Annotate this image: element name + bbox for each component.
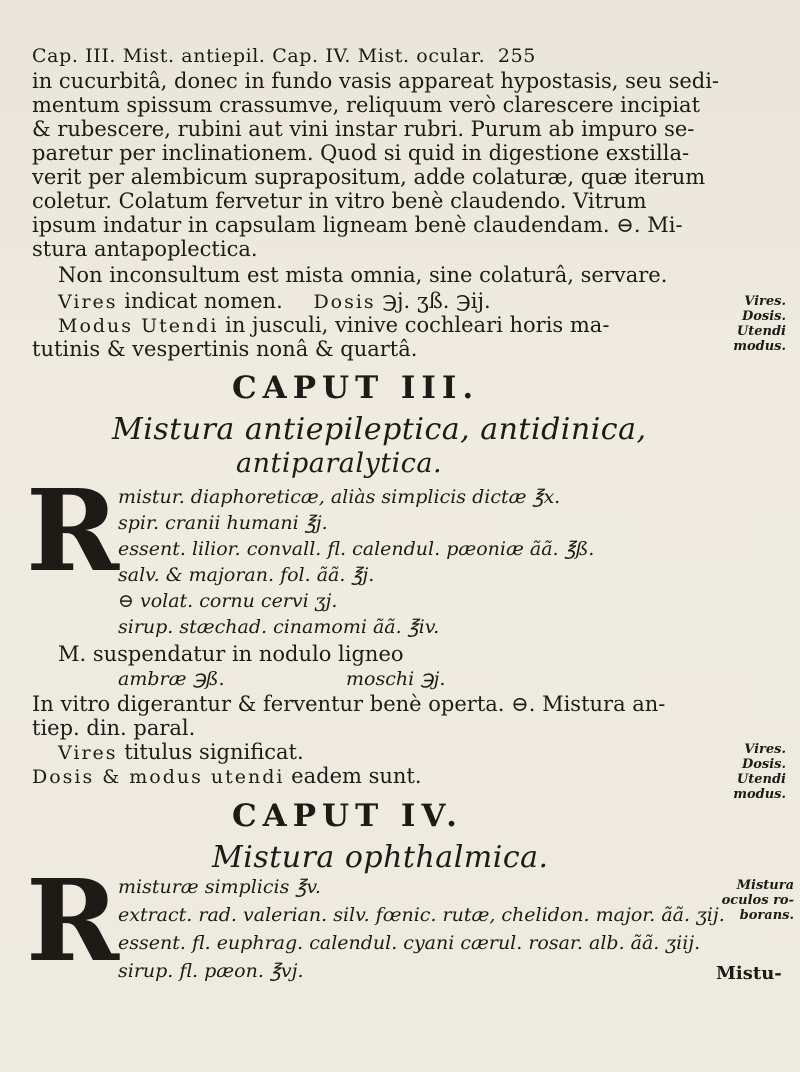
caput-3-text-1: In vitro digerantur & ferventur benè operta. ⊖. Mistura an- bbox=[32, 692, 666, 716]
margin-note-3 bbox=[702, 878, 794, 923]
margin-note-line: modus. bbox=[733, 339, 786, 354]
body-line-8: stura antapoplectica. bbox=[32, 237, 258, 261]
vires-label: Vires bbox=[58, 291, 118, 313]
dosis-text: eadem sunt. bbox=[291, 764, 422, 788]
caput-4-subtitle: Mistura ophthalmica. bbox=[212, 840, 549, 875]
recipe-initial-r: R bbox=[26, 466, 120, 597]
dosis-label: Dosis bbox=[313, 291, 376, 313]
recipe-line: essent. lilior. convall. fl. calendul. pæoniæ ãã. ℥ß. bbox=[118, 538, 595, 560]
recipe-line: sirup. stæchad. cinamomi ãã. ℥iv. bbox=[118, 616, 440, 638]
recipe-initial-r: R bbox=[26, 856, 120, 987]
margin-note-line: Vires. bbox=[744, 742, 786, 757]
recipe-line: sirup. fl. pæon. ℥vj. bbox=[118, 960, 304, 982]
body-line-5: verit per alembicum suprapositum, adde colaturæ, quæ iterum bbox=[32, 165, 706, 189]
caput-3-subtitle-2: antiparalytica. bbox=[236, 448, 443, 479]
recipe-line: salv. & majoran. fol. ãã. ℥j. bbox=[118, 564, 375, 586]
m-suspendatur-line: M. suspendatur in nodulo ligneo bbox=[58, 642, 404, 666]
caput-3-dosis-line bbox=[32, 764, 422, 789]
margin-note-line: modus. bbox=[733, 787, 786, 802]
body-line-6: coletur. Colatum fervetur in vitro benè claudendo. Vitrum bbox=[32, 189, 647, 213]
margin-note-line: Mistura bbox=[736, 878, 794, 893]
margin-note-line: borans. bbox=[739, 908, 794, 923]
running-title: Cap. III. Mist. antiepil. Cap. IV. Mist. ocular. bbox=[32, 45, 486, 67]
margin-note-line: Dosis. bbox=[741, 757, 786, 772]
caput-4-title: CAPUT IV. bbox=[232, 798, 463, 834]
ambra-line: ambræ ℈ß. bbox=[118, 668, 225, 690]
caput-3-subtitle-1: Mistura antiepileptica, antidinica, bbox=[112, 412, 647, 447]
caput-3-title: CAPUT III. bbox=[232, 370, 480, 406]
vires-line bbox=[58, 289, 491, 314]
page-number: 255 bbox=[497, 45, 536, 67]
moschi-line: moschi ℈j. bbox=[346, 668, 446, 690]
margin-note-line: Utendi bbox=[736, 772, 786, 787]
modus-label: Modus Utendi bbox=[58, 315, 219, 337]
margin-note-line: Utendi bbox=[736, 324, 786, 339]
modus-text: in jusculi, vinive cochleari horis ma- bbox=[225, 313, 610, 337]
body-line-1: in cucurbitâ, donec in fundo vasis appareat hypostasis, seu sedi- bbox=[32, 69, 720, 93]
body-line-4: paretur per inclinationem. Quod si quid in digestione exstilla- bbox=[32, 141, 690, 165]
body-line-3: & rubescere, rubini aut vini instar rubri. Purum ab impuro se- bbox=[32, 117, 695, 141]
caput-3-text-2: tiep. din. paral. bbox=[32, 716, 196, 740]
margin-note-2 bbox=[716, 742, 786, 802]
catchword: Mistu- bbox=[716, 963, 782, 984]
modus-line-2: tutinis & vespertinis nonâ & quartâ. bbox=[32, 337, 418, 361]
margin-note-line: Dosis. bbox=[741, 309, 786, 324]
margin-note-1 bbox=[716, 294, 786, 354]
modus-line bbox=[58, 313, 609, 338]
body-line-7: ipsum indatur in capsulam ligneam benè claudendam. ⊖. Mi- bbox=[32, 213, 683, 237]
recipe-line: ⊖ volat. cornu cervi ʒj. bbox=[118, 590, 338, 612]
recipe-line: mistur. diaphoreticæ, aliàs simplicis dictæ ℥x. bbox=[118, 486, 561, 508]
vires-label: Vires bbox=[58, 742, 118, 764]
margin-note-line: oculos ro- bbox=[721, 893, 794, 908]
body-line-9: Non inconsultum est mista omnia, sine colaturâ, servare. bbox=[58, 263, 668, 287]
dosis-text: ℈j. ʒß. ℈ij. bbox=[382, 289, 491, 313]
recipe-line: extract. rad. valerian. silv. fœnic. rutæ, chelidon. major. ãã. ʒij. bbox=[118, 904, 725, 926]
dosis-label: Dosis & modus utendi bbox=[32, 766, 285, 788]
recipe-line: essent. fl. euphrag. calendul. cyani cærul. rosar. alb. ãã. ʒiij. bbox=[118, 932, 701, 954]
vires-text: indicat nomen. bbox=[124, 289, 283, 313]
running-header bbox=[32, 44, 536, 68]
body-line-2: mentum spissum crassumve, reliquum verò clarescere incipiat bbox=[32, 93, 701, 117]
recipe-line: misturæ simplicis ℥v. bbox=[118, 876, 321, 898]
recipe-line: spir. cranii humani ℥j. bbox=[118, 512, 328, 534]
margin-note-line: Vires. bbox=[744, 294, 786, 309]
caput-3-vires-line bbox=[58, 740, 304, 765]
vires-text: titulus significat. bbox=[124, 740, 304, 764]
